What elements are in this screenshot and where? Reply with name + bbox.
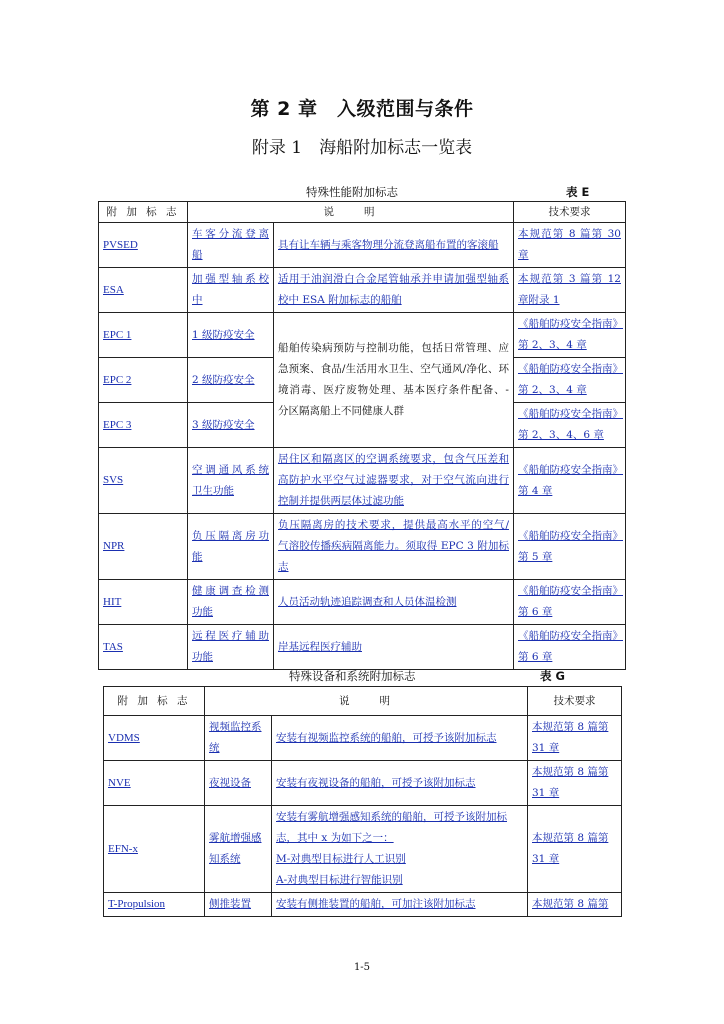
notation-code-link[interactable]: NVE [104,761,205,806]
header-cell: 技术要求 [528,687,622,716]
table-row [104,893,622,917]
table-g-caption-text: 特殊设备和系统附加标志 [289,669,416,683]
technical-requirement-link[interactable]: 《船舶防疫安全指南》 第 2、3、4 章 [514,313,626,358]
notation-code-link[interactable]: ESA [99,268,188,313]
notation-code-link[interactable]: HIT [99,580,188,625]
notation-description-link[interactable]: 居住区和隔离区的空调系统要求，包含气压差和 高防护水平空气过滤器要求，对于空气流向进行 控制并提供两层体过滤功能 [274,448,514,514]
technical-requirement-link[interactable]: 《船舶防疫安全指南》 第 5 章 [514,514,626,580]
table-header-row [99,202,626,223]
notation-name-link[interactable]: 2 级防疫安全 [188,358,274,403]
table-g [103,686,622,917]
table-row [104,716,622,761]
notation-description-link[interactable]: 安装有视频监控系统的船舶，可授予该附加标志 [272,716,528,761]
technical-requirement-link[interactable]: 《船舶防疫安全指南》 第 4 章 [514,448,626,514]
technical-requirement-link[interactable]: 《船舶防疫安全指南》 第 2、3、4、6 章 [514,403,626,448]
notation-name-link[interactable]: 3 级防疫安全 [188,403,274,448]
table-row [99,268,626,313]
notation-description-link[interactable]: 具有让车辆与乘客物理分流登离船布置的客滚船 [274,223,514,268]
table-row [99,223,626,268]
notation-code-link[interactable]: EPC 3 [99,403,188,448]
table-row [99,313,626,358]
table-e-number: 表 E [566,185,590,199]
notation-code-link[interactable]: SVS [99,448,188,514]
technical-requirement-link[interactable]: 《船舶防疫安全指南》 第 2、3、4 章 [514,358,626,403]
technical-requirement-link[interactable]: 《船舶防疫安全指南》 第 6 章 [514,580,626,625]
appendix-title: 附录 1 海船附加标志一览表 [251,138,473,158]
table-e-caption [0,184,724,200]
table-row [99,625,626,670]
chapter-title: 第 2 章 入级范围与条件 [250,98,474,120]
notation-name-link[interactable]: 车客分流登离 船 [188,223,274,268]
notation-name-link[interactable]: 健康调查检测 功能 [188,580,274,625]
header-cell: 说 明 [205,687,528,716]
notation-description-link[interactable]: 负压隔离房的技术要求，提供最高水平的空气/ 气溶胶传播疾病隔离能力。须取得 EPC 3 附加标 志 [274,514,514,580]
table-e [98,201,626,670]
notation-code-link[interactable]: T-Propulsion [104,893,205,917]
header-cell: 附 加 标 志 [104,687,205,716]
notation-code-link[interactable]: EFN-x [104,806,205,893]
technical-requirement-link[interactable]: 《船舶防疫安全指南》 第 6 章 [514,625,626,670]
page-number: 1-5 [353,962,371,973]
notation-code-link[interactable]: EPC 1 [99,313,188,358]
notation-code-link[interactable]: EPC 2 [99,358,188,403]
notation-description-link[interactable]: 安装有夜视设备的船舶，可授予该附加标志 [272,761,528,806]
epc-shared-description: 船舶传染病预防与控制功能，包括日常管理、应 急预案、食品/生活用水卫生、空气通风/净化、环 境消毒、医疗废物处理、基本医疗条件配备、- 分区隔离船上不同健康人群 [274,313,514,448]
table-g-caption [0,668,724,684]
header-cell: 附 加 标 志 [99,202,188,223]
table-e-caption-text: 特殊性能附加标志 [306,185,398,199]
table-row [104,761,622,806]
notation-name-link[interactable]: 加强型轴系校 中 [188,268,274,313]
technical-requirement-link[interactable]: 本规范第 8 篇第 31 章 [528,716,622,761]
notation-description-link[interactable]: 安装有雾航增强感知系统的船舶，可授予该附加标 志，其中 x 为如下之一： M-对典型目标进行人工识别 A-对典型目标进行智能识别 [272,806,528,893]
notation-code-link[interactable]: VDMS [104,716,205,761]
table-row [99,580,626,625]
technical-requirement-link[interactable]: 本规范第 3 篇第 12 章附录 1 [514,268,626,313]
notation-name-link[interactable]: 夜视设备 [205,761,272,806]
notation-name-link[interactable]: 视频监控系 统 [205,716,272,761]
notation-name-link[interactable]: 空调通风系统 卫生功能 [188,448,274,514]
notation-description-link[interactable]: 人员活动轨迹追踪调查和人员体温检测 [274,580,514,625]
technical-requirement-link[interactable]: 本规范第 8 篇第 31 章 [528,806,622,893]
table-header-row [104,687,622,716]
header-cell: 技术要求 [514,202,626,223]
notation-name-link[interactable]: 雾航增强感 知系统 [205,806,272,893]
notation-description-link[interactable]: 适用于油润滑白合金尾管轴承并申请加强型轴系 校中 ESA 附加标志的船舶 [274,268,514,313]
technical-requirement-link[interactable]: 本规范第 8 篇第 [528,893,622,917]
technical-requirement-link[interactable]: 本规范第 8 篇第 31 章 [528,761,622,806]
notation-description-link[interactable]: 安装有侧推装置的船舶，可加注该附加标志 [272,893,528,917]
notation-description-link[interactable]: 岸基远程医疗辅助 [274,625,514,670]
notation-code-link[interactable]: TAS [99,625,188,670]
notation-name-link[interactable]: 负压隔离房功 能 [188,514,274,580]
notation-name-link[interactable]: 远程医疗辅助 功能 [188,625,274,670]
notation-name-link[interactable]: 侧推装置 [205,893,272,917]
table-row [104,806,622,893]
table-g-number: 表 G [540,669,565,683]
notation-code-link[interactable]: NPR [99,514,188,580]
table-row [99,514,626,580]
table-row [99,448,626,514]
header-cell: 说 明 [188,202,514,223]
notation-name-link[interactable]: 1 级防疫安全 [188,313,274,358]
notation-code-link[interactable]: PVSED [99,223,188,268]
technical-requirement-link[interactable]: 本规范第 8 篇第 30 章 [514,223,626,268]
